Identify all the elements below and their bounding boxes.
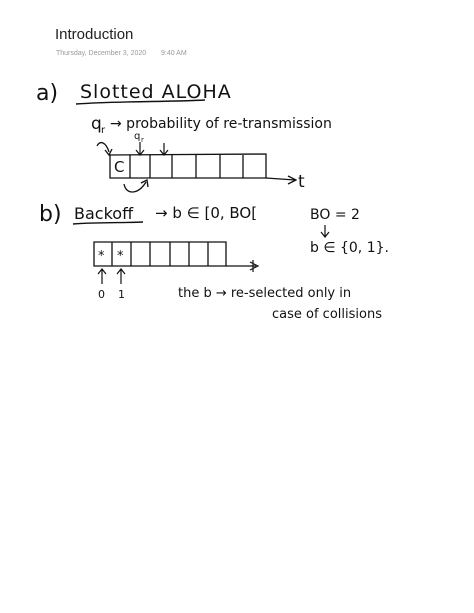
slot-arrow-label-symbol: q <box>134 131 141 142</box>
section-a-heading: Slotted ALOHA <box>80 81 232 103</box>
time-axis-label: t <box>298 172 305 192</box>
down-arrow-icon <box>321 225 329 237</box>
slot-collision-label: C <box>114 158 125 176</box>
up-arrow-icon <box>98 269 106 284</box>
section-b-marker: b) <box>39 202 62 227</box>
section-b-heading: Backoff <box>74 204 134 223</box>
backoff-example-set: b ∈ {0, 1}. <box>310 240 389 256</box>
page-title: Introduction <box>55 26 134 43</box>
backoff-example-bo: BO = 2 <box>310 207 360 223</box>
curved-arrow-icon <box>97 143 109 152</box>
slot-arrow-label-subscript: r <box>141 136 144 144</box>
backoff-note-line1: the b → re-selected only in <box>178 286 352 301</box>
page-time: 9:40 AM <box>161 50 187 57</box>
section-a-definition-subscript: r <box>101 125 106 136</box>
time-axis-line <box>266 178 295 180</box>
backoff-note-line2: case of collisions <box>272 307 382 322</box>
slot-mark-0: * <box>98 249 105 264</box>
section-a-marker: a) <box>36 81 59 106</box>
up-arrow-icon <box>117 269 125 284</box>
section-a-definition-text: → probability of re-transmission <box>110 116 332 132</box>
backoff-rule: → b ∈ [0, BO[ <box>155 204 258 222</box>
slot-strip-a <box>110 154 266 178</box>
slot-strip-b <box>94 242 226 266</box>
slot-index-1: 1 <box>118 288 125 301</box>
slot-index-0: 0 <box>98 288 105 301</box>
page-date: Thursday, December 3, 2020 <box>56 50 147 57</box>
section-a-definition-symbol: q <box>91 114 102 134</box>
down-arrow-icon <box>160 143 168 155</box>
slot-mark-1: * <box>117 249 124 264</box>
retransmit-arrow-icon <box>124 182 146 192</box>
